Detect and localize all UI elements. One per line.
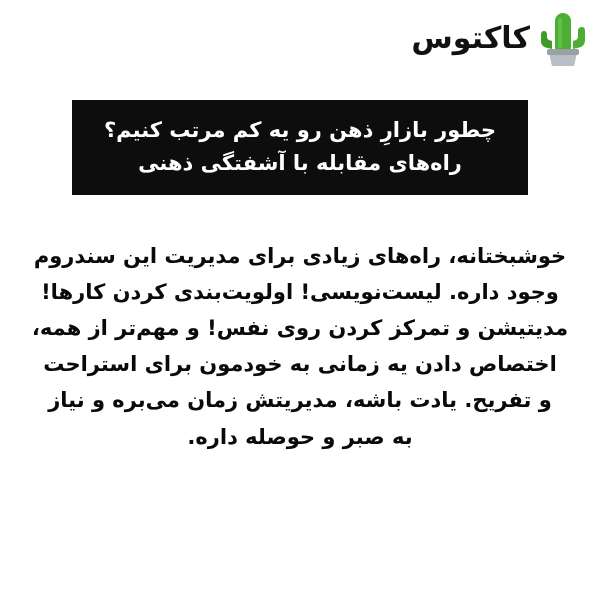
- body-line-3: مدیتیشن و تمرکز کردن روی نفس! و مهم‌تر از همه،: [31, 316, 569, 341]
- body-line-5: و تفریح. یادت باشه، مدیریتش زمان می‌بره و نیاز: [48, 388, 552, 413]
- body-line-6: به صبر و حوصله داره.: [187, 424, 413, 449]
- title-banner: [72, 100, 528, 195]
- body-line-2: وجود داره. لیست‌نویسی! اولویت‌بندی کردن کارها!: [41, 280, 559, 305]
- cactus-icon: [540, 11, 586, 67]
- body-line-1: خوشبختانه، راه‌های زیادی برای مدیریت این سندروم: [33, 244, 567, 268]
- brand-name: کاکتوس: [411, 21, 530, 56]
- title-line-1: چطور بازارِ ذهن رو یه کم مرتب کنیم؟: [103, 118, 497, 142]
- brand-header: [411, 8, 586, 70]
- body-text: [18, 238, 582, 455]
- title-line-2: راه‌های مقابله با آشفتگی ذهنی: [138, 150, 462, 175]
- body-line-4: اختصاص دادن یه زمانی به خودمون برای استراحت: [43, 352, 557, 377]
